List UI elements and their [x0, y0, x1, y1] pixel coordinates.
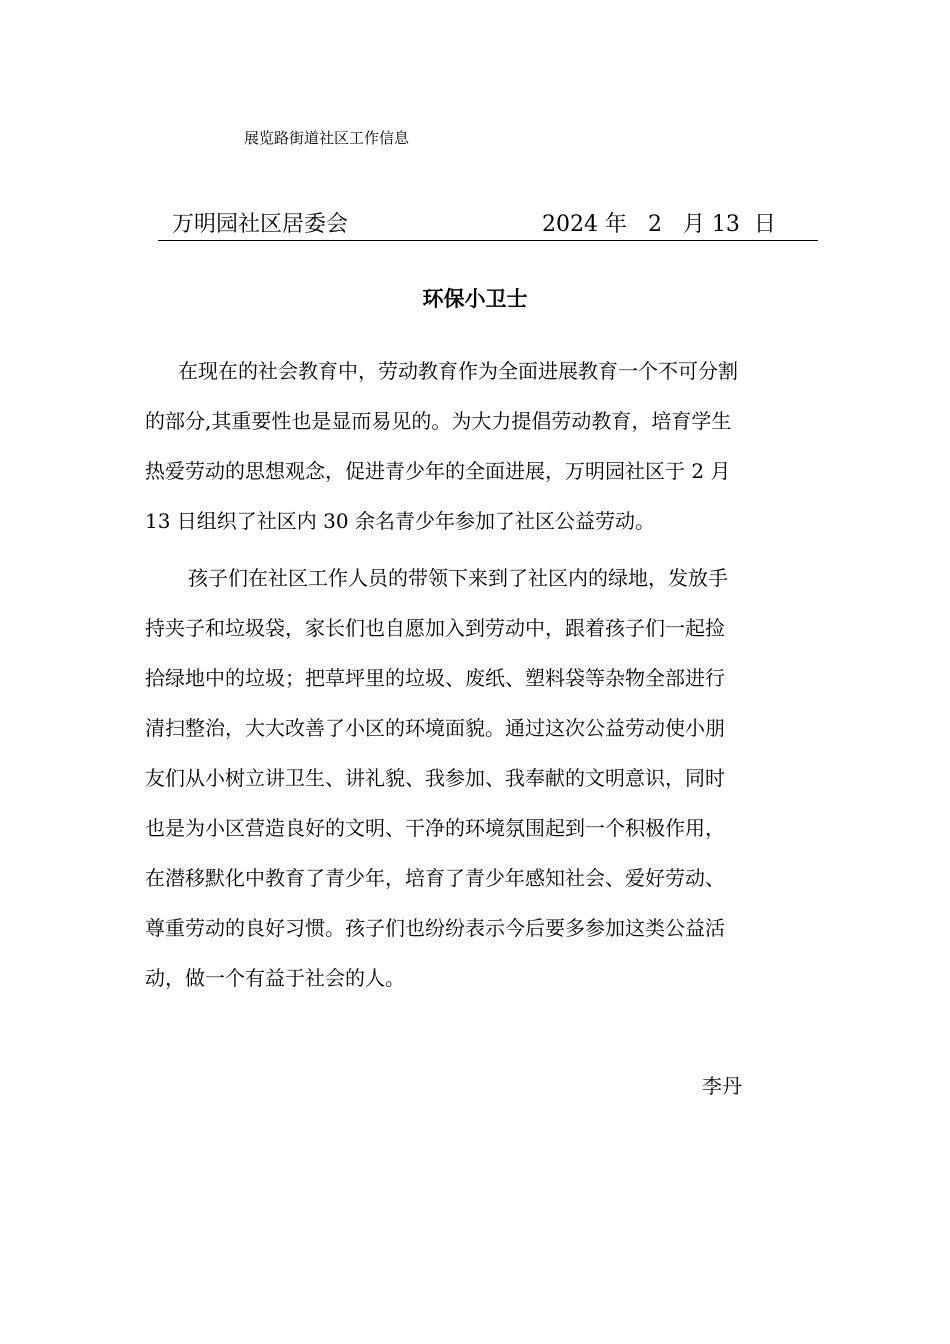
paragraph-line: 动，做一个有益于社会的人。 — [145, 966, 405, 990]
paragraph-line: 在潜移默化中教育了青少年，培育了青少年感知社会、爱好劳动、 — [145, 866, 725, 890]
organization-date-line — [158, 210, 818, 241]
paragraph-line: 尊重劳动的良好习惯。孩子们也纷纷表示今后要多参加这类公益活 — [145, 916, 725, 940]
paragraph-line: 清扫整治，大大改善了小区的环境面貌。通过这次公益劳动使小朋 — [145, 716, 725, 740]
paragraph-line: 孩子们在社区工作人员的带领下来到了社区内的绿地，发放手 — [188, 566, 728, 590]
paragraph-line: 的部分,其重要性也是显而易见的。为大力提倡劳动教育，培育学生 — [145, 409, 732, 433]
paragraph-1 — [145, 346, 805, 546]
paragraph-line: 在现在的社会教育中，劳动教育作为全面进展教育一个不可分割 — [178, 359, 738, 383]
paragraph-line: 持夹子和垃圾袋，家长们也自愿加入到劳动中，跟着孩子们一起捡 — [145, 616, 725, 640]
paragraph-line: 友们从小树立讲卫生、讲礼貌、我参加、我奉献的文明意识，同时 — [145, 766, 725, 790]
report-date: 2024 年 2 月 13 日 — [542, 212, 776, 237]
paragraph-line: 拾绿地中的垃圾；把草坪里的垃圾、废纸、塑料袋等杂物全部进行 — [145, 666, 725, 690]
paragraph-line: 也是为小区营造良好的文明、干净的环境氛围起到一个积极作用， — [145, 816, 725, 840]
paragraph-line: 热爱劳动的思想观念，促进青少年的全面进展，万明园社区于 2 月 — [145, 459, 731, 483]
document-source-header: 展览路街道社区工作信息 — [244, 129, 410, 147]
paragraph-2 — [145, 553, 805, 1003]
article-title: 环保小卫士 — [422, 287, 528, 311]
organization-name: 万明园社区居委会 — [172, 212, 349, 237]
author-signature: 李丹 — [702, 1074, 742, 1098]
paragraph-line: 13 日组织了社区内 30 余名青少年参加了社区公益劳动。 — [145, 509, 655, 533]
